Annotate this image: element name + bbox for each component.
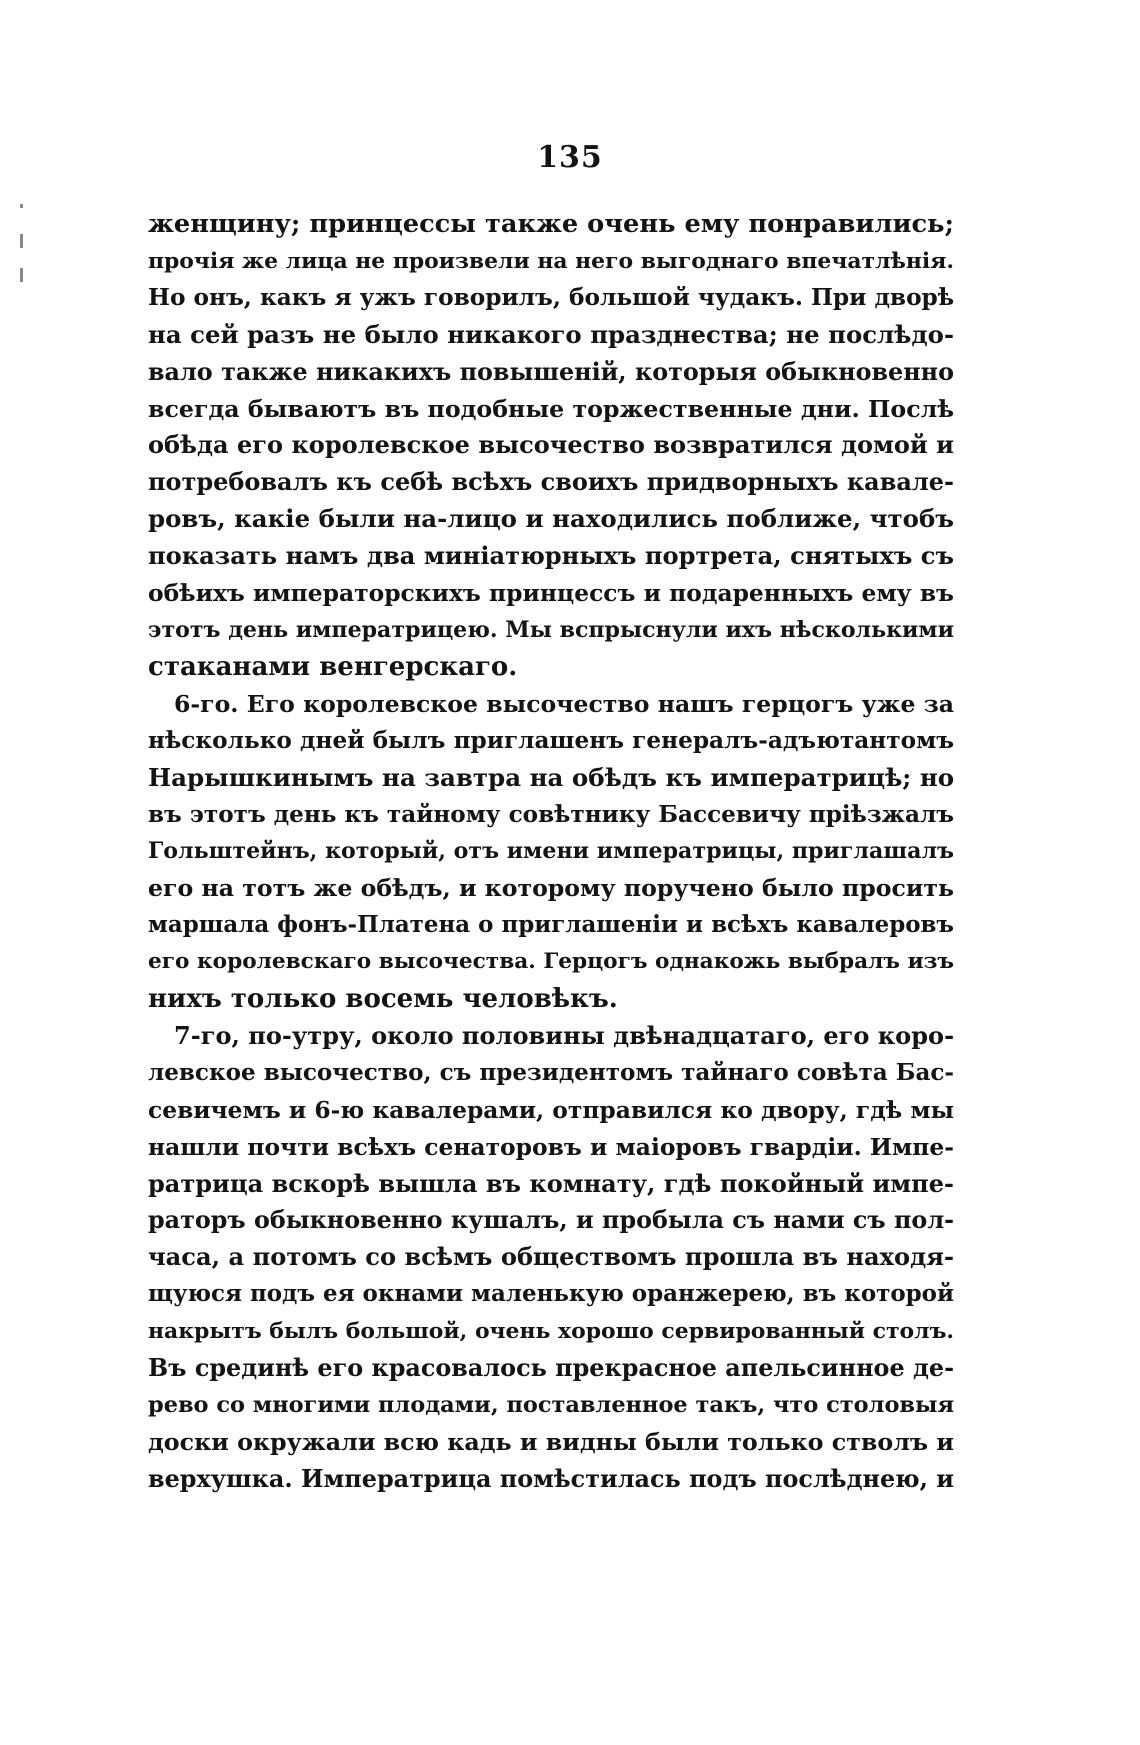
margin-mark — [20, 268, 23, 282]
text-line: рево со многими плодами, поставленное такъ, что столовыя — [148, 1392, 955, 1418]
text-line: нѣсколько дней былъ приглашенъ генералъ-адъютантомъ — [148, 726, 954, 754]
text-line: левское высочество, съ президентомъ тайнаго совѣта Бас- — [148, 1058, 954, 1086]
text-line: его на тотъ же обѣдъ, и которому поручено было просить — [148, 874, 954, 903]
text-line: вало также никакихъ повышеній, которыя обыкновенно — [148, 357, 954, 386]
body-text — [148, 206, 954, 1498]
text-line: этотъ день императрицею. Мы вспрыснули ихъ нѣсколькими — [148, 616, 954, 643]
text-line: доски окружали всю кадь и видны были только стволъ и — [148, 1427, 954, 1456]
text-line: на сей разъ не было никакого празднества; не послѣдо- — [148, 319, 954, 349]
text-line: 6-го. Его королевское высочество нашъ герцогъ уже за — [174, 689, 954, 718]
paragraph — [148, 1018, 954, 1498]
text-line: ратрица вскорѣ вышла въ комнату, гдѣ покойный импе- — [148, 1168, 954, 1198]
text-line: стаканами венгерскаго. — [148, 651, 518, 682]
margin-mark — [20, 234, 23, 248]
text-line: щуюся подъ ея окнами маленькую оранжерею, въ которой — [148, 1280, 954, 1308]
text-line: женщину; принцессы также очень ему понравились; — [148, 209, 954, 239]
page-number: 135 — [537, 140, 603, 175]
text-line: часа, а потомъ со всѣмъ обществомъ прошла въ находя- — [148, 1242, 954, 1272]
text-line: Въ срединѣ его красовалось прекрасное апельсинное де- — [148, 1354, 954, 1383]
text-line: Гольштейнъ, который, отъ имени императрицы, приглашалъ — [148, 838, 954, 865]
text-line: обѣихъ императорскихъ принцессъ и подаренныхъ ему въ — [148, 579, 954, 608]
text-line: Но онъ, какъ я ужъ говорилъ, большой чудакъ. При дворѣ — [148, 283, 955, 311]
text-line: раторъ обыкновенно кушалъ, и пробыла съ нами съ пол- — [148, 1206, 954, 1235]
text-line: нашли почти всѣхъ сенаторовъ и маіоровъ гвардіи. Импе- — [148, 1132, 954, 1161]
text-line: верхушка. Императрица помѣстилась подъ послѣднею, и — [148, 1464, 954, 1493]
text-line: накрытъ былъ большой, очень хорошо сервированный столъ. — [148, 1318, 954, 1345]
text-line: всегда бываютъ въ подобные торжественные дни. Послѣ — [148, 394, 954, 423]
text-line: его королевскаго высочества. Герцогъ однакожь выбралъ изъ — [148, 949, 954, 975]
text-line: нихъ только восемь человѣкъ. — [148, 984, 618, 1015]
text-line: потребовалъ къ себѣ всѣхъ своихъ придворныхъ кавале- — [148, 467, 954, 497]
text-line: ровъ, какіе были на-лицо и находились поближе, чтобъ — [148, 504, 954, 534]
text-line: прочія же лица не произвели на него выгоднаго впечатлѣнія. — [148, 247, 954, 274]
paragraph — [148, 206, 954, 686]
margin-mark — [20, 204, 23, 208]
text-line: обѣда его королевское высочество возвратился домой и — [148, 430, 954, 460]
text-line: въ этотъ день къ тайному совѣтнику Бассевичу пріѣзжалъ — [148, 800, 954, 828]
paragraph — [148, 686, 954, 1018]
text-line: 7-го, по-утру, около половины двѣнадцатаго, его коро- — [174, 1020, 955, 1050]
text-line: маршала фонъ-Платена о приглашеніи и всѣхъ кавалеровъ — [148, 911, 954, 939]
text-line: показать намъ два миніатюрныхъ портрета, снятыхъ съ — [148, 541, 954, 571]
text-line: Нарышкинымъ на завтра на обѣдъ къ императрицѣ; но — [148, 762, 955, 792]
text-line: севичемъ и 6-ю кавалерами, отправился ко двору, гдѣ мы — [148, 1095, 954, 1124]
